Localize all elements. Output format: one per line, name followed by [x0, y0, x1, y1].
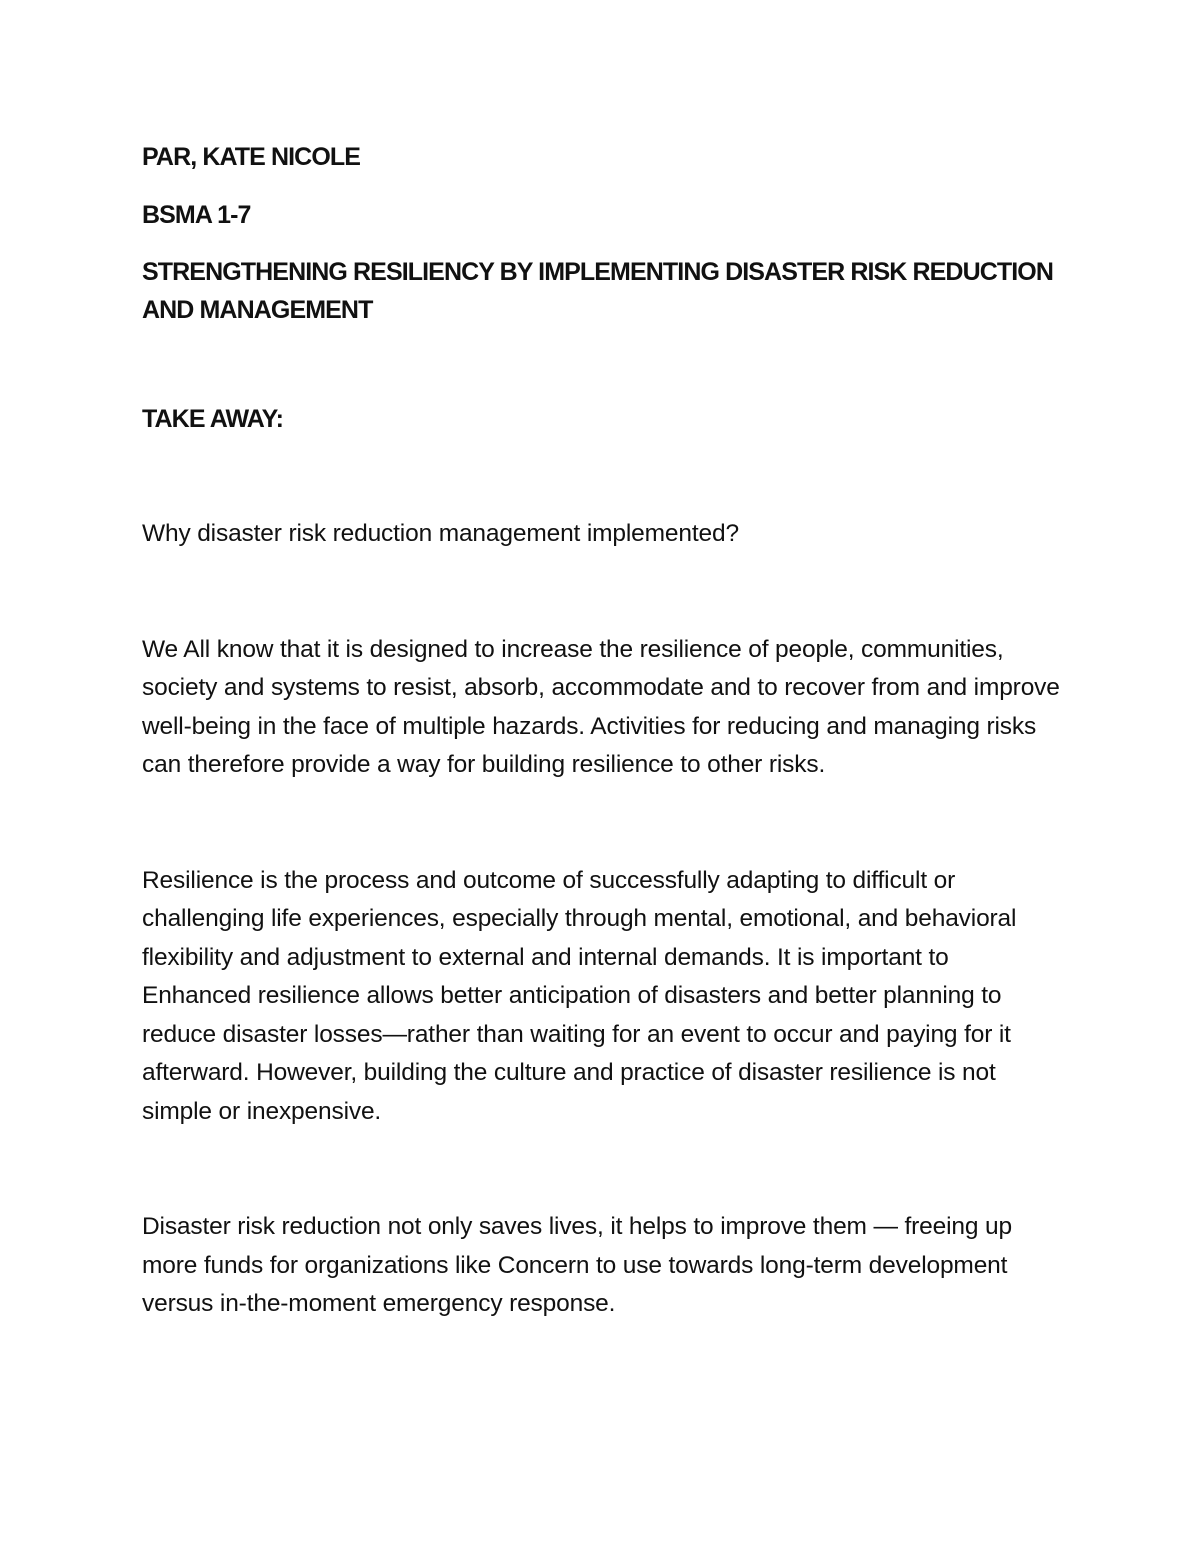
body-paragraph: Disaster risk reduction not only saves lives, it helps to improve them — freeing up more funds for organizations like Concern to use towards long-term development versus in-the-moment emergency response.	[142, 1213, 1012, 1317]
document-title: STRENGTHENING RESILIENCY BY IMPLEMENTING DISASTER RISK REDUCTION AND MANAGEMENT	[142, 258, 1054, 324]
body-paragraph: We All know that it is designed to increase the resilience of people, communities, society and systems to resist, absorb, accommodate and to recover from and improve well-being in the face of multiple hazards. Activities for reducing and managing risks can therefore provide a way for building resilience to other risks.	[142, 635, 1060, 778]
student-name: PAR, KATE NICOLE	[142, 143, 361, 171]
takeaway-heading: TAKE AWAY:	[142, 405, 284, 433]
course-section: BSMA 1-7	[142, 201, 251, 229]
document-content	[142, 138, 1062, 1324]
question-text: Why disaster risk reduction management implemented?	[142, 520, 739, 547]
body-paragraph: Resilience is the process and outcome of successfully adapting to difficult or challenging life experiences, especially through mental, emotional, and behavioral flexibility and adjustment to external and internal demands. It is important to Enhanced resilience allows better anticipation of disasters and better planning to reduce disaster losses—rather than waiting for an event to occur and paying for it afterward. However, building the culture and practice of disaster resilience is not simple or inexpensive.	[142, 866, 1017, 1125]
